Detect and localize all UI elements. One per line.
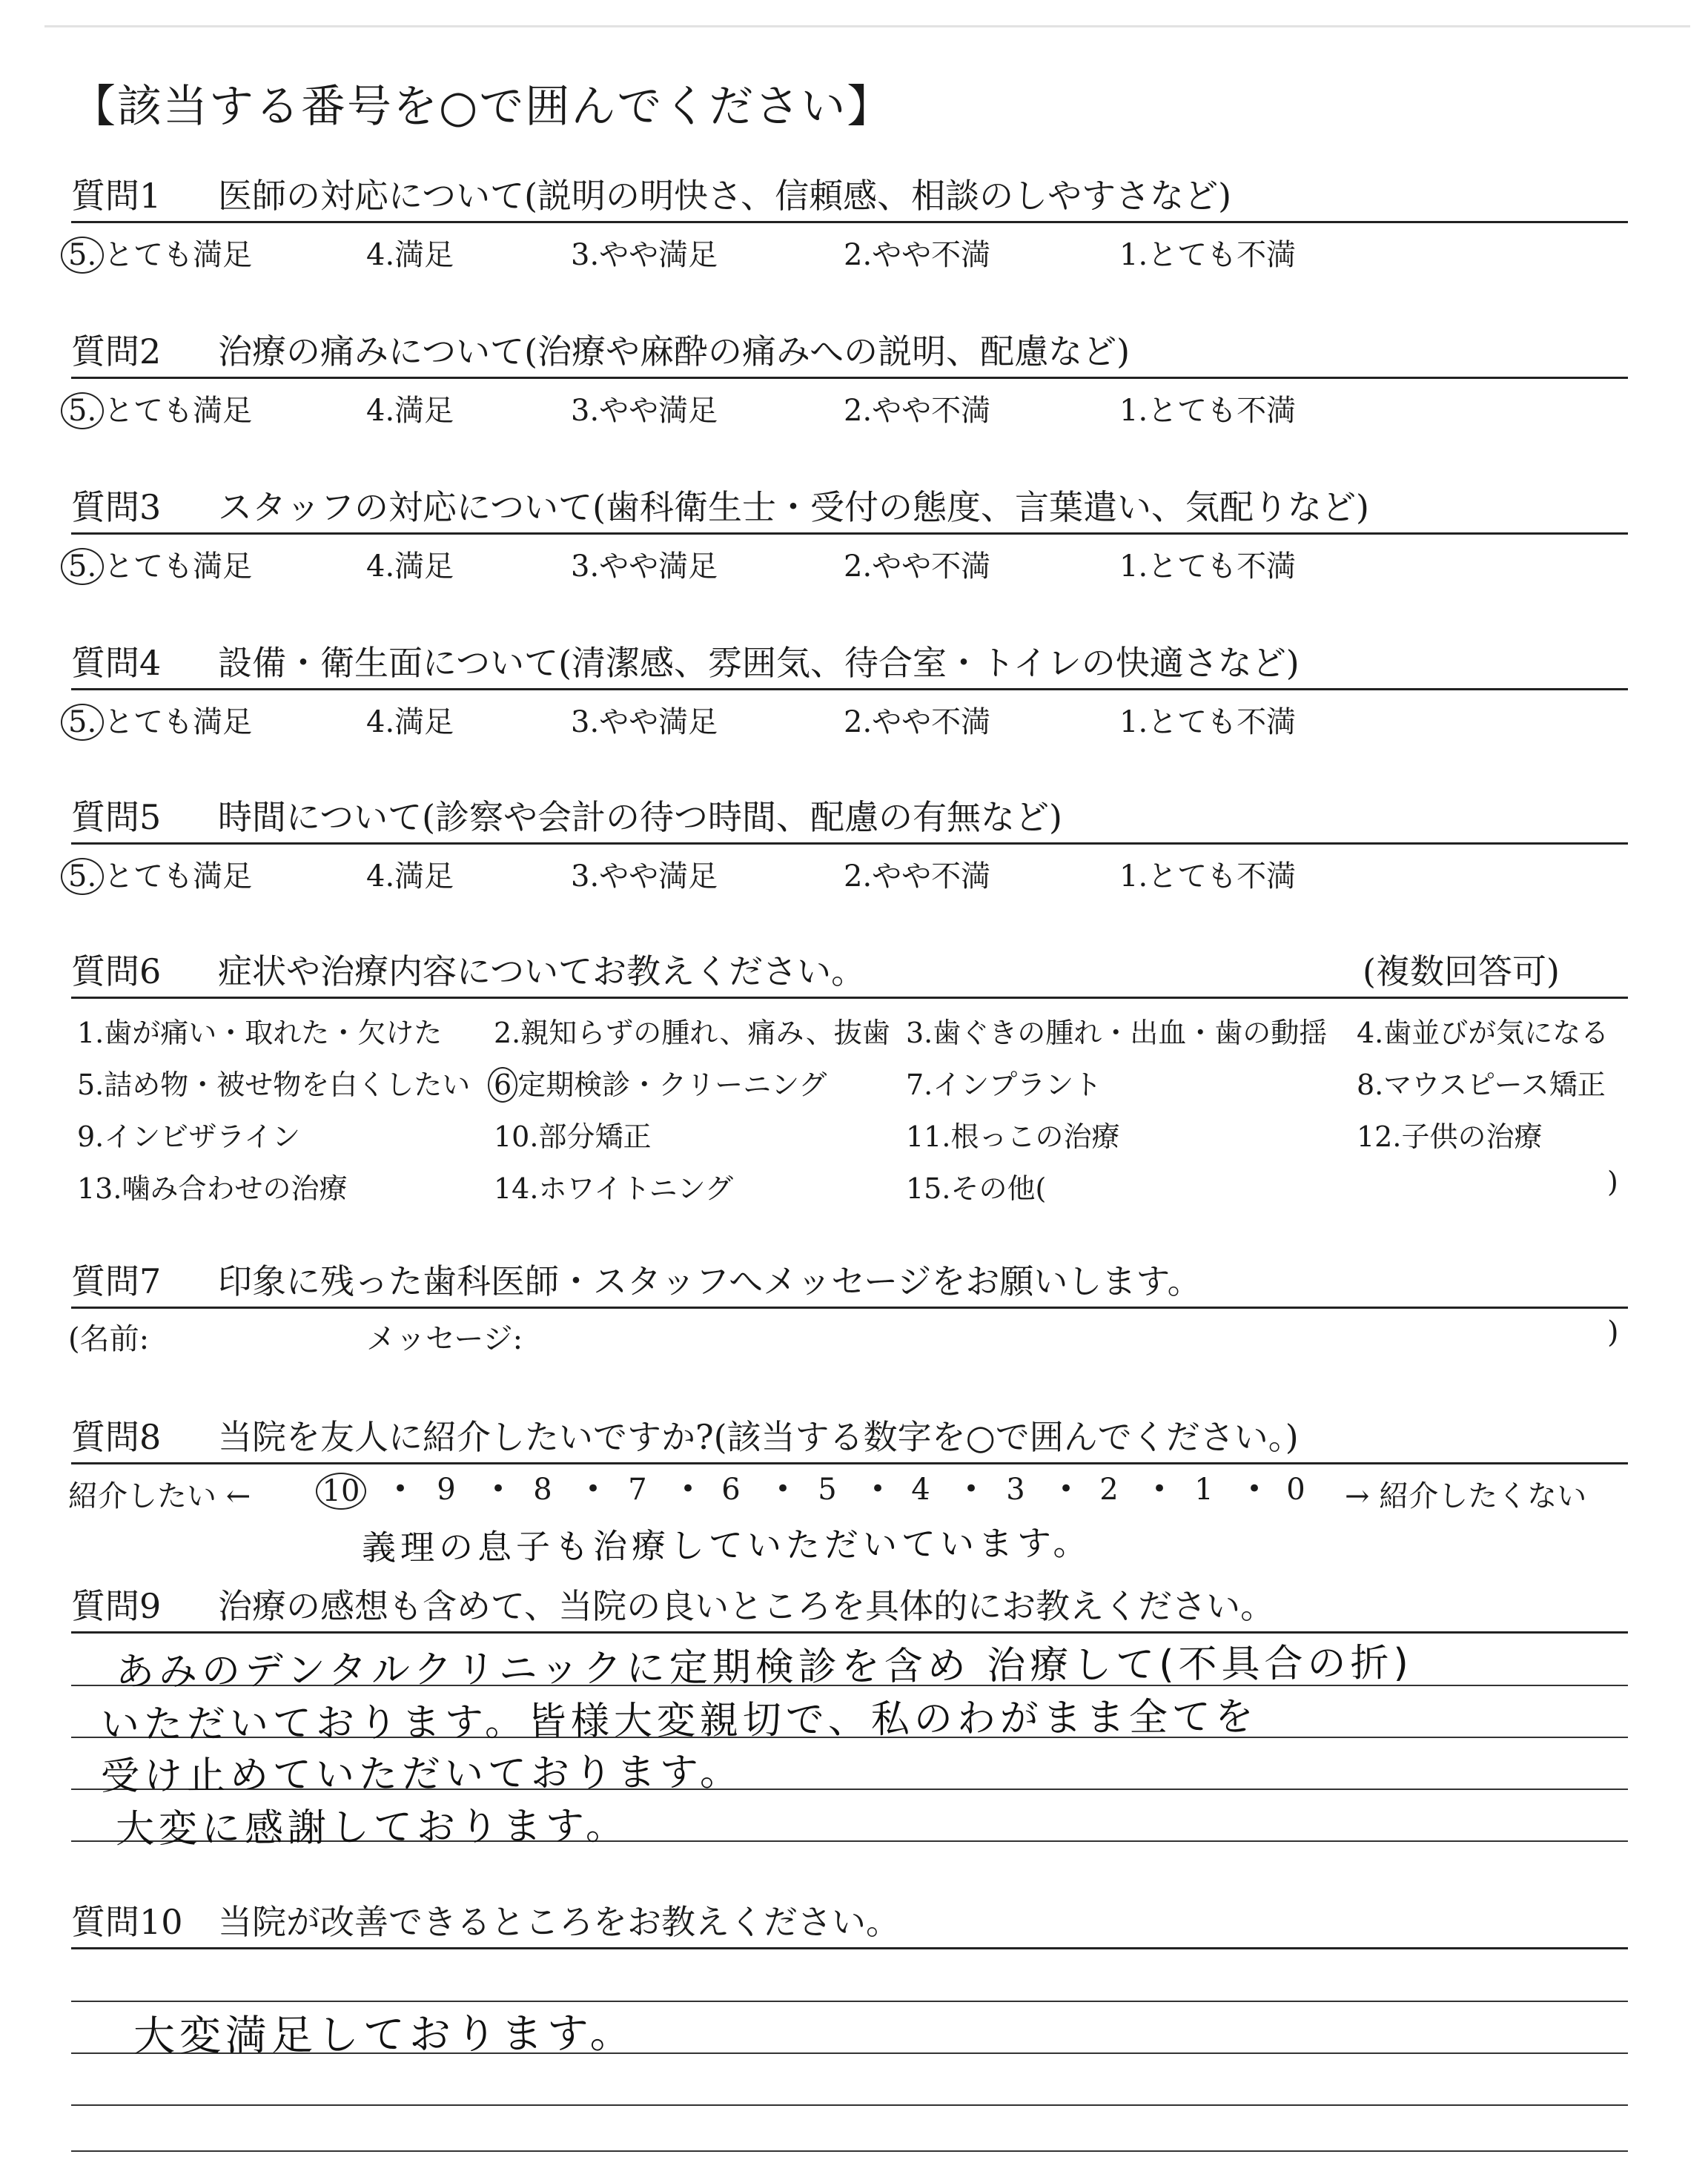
q8-scale-separator: • (1059, 1474, 1074, 1504)
q3-option-5[interactable]: 5. とても満足 (68, 543, 252, 585)
q8-scale-8[interactable]: 8 (533, 1473, 552, 1507)
q8-scale-7[interactable]: 7 (628, 1473, 647, 1507)
q8-scale-separator: • (393, 1474, 408, 1504)
q1-option-4[interactable]: 4.満足 (366, 238, 454, 272)
q9-handwritten-line-1: あみのデンタルクリニックに定期検診を含め 治療して(不具合の折) (115, 1640, 1414, 1695)
q1-option-3[interactable]: 3.やや満足 (571, 238, 718, 272)
question-1-number: 質問1 (71, 176, 162, 216)
q8-scale-4[interactable]: 4 (911, 1473, 930, 1507)
q8-scale-2[interactable]: 2 (1099, 1473, 1119, 1507)
page-heading: 【該当する番号を○で囲んでください】 (71, 81, 893, 133)
q5-option-1[interactable]: 1.とても不満 (1119, 859, 1297, 894)
q1-option-1[interactable]: 1.とても不満 (1119, 238, 1297, 272)
q2-option-3[interactable]: 3.やや満足 (571, 394, 718, 428)
question-4-rule (71, 688, 1628, 690)
question-6-text: 症状や治療内容についてお教えください。 (218, 951, 866, 991)
q9-handwritten-line-2: いただいております。皆様大変親切で、私のわがまま全てを (100, 1694, 1259, 1748)
question-1-rule (71, 221, 1628, 223)
q8-scale-3[interactable]: 3 (1006, 1473, 1025, 1507)
q6-option-15-close: ) (1607, 1166, 1618, 1198)
q5-option-4[interactable]: 4.満足 (366, 859, 454, 894)
q6-option-7[interactable]: 7.インプラント (906, 1069, 1102, 1101)
q7-close-paren: ) (1607, 1315, 1619, 1350)
question-4-title (71, 636, 1300, 685)
q7-message-label: メッセージ: (366, 1322, 523, 1356)
question-10-number: 質問10 (71, 1902, 183, 1942)
q5-option-2[interactable]: 2.やや不満 (844, 859, 991, 894)
q8-scale-0[interactable]: 0 (1286, 1473, 1305, 1507)
q6-option-9[interactable]: 9.インビザライン (77, 1120, 301, 1153)
q2-option-1[interactable]: 1.とても不満 (1119, 394, 1297, 428)
q3-option-4[interactable]: 4.満足 (366, 549, 454, 584)
q6-option-12[interactable]: 12.子供の治療 (1357, 1120, 1543, 1153)
question-2-text: 治療の痛みについて(治療や麻酔の痛みへの説明、配慮など) (218, 331, 1131, 371)
question-1-title (71, 169, 1231, 218)
question-3-number: 質問3 (71, 487, 162, 527)
q7-name-label: (名前: (68, 1322, 150, 1356)
q8-right-label: → 紹介したくない (1345, 1479, 1587, 1513)
q8-scale-separator: • (1247, 1474, 1262, 1504)
question-5-rule (71, 842, 1628, 845)
q6-option-3[interactable]: 3.歯ぐきの腫れ・出血・歯の動揺 (906, 1017, 1328, 1049)
q8-scale-9[interactable]: 9 (437, 1473, 456, 1507)
q8-handwritten-comment: 義理の息子も治療していただいています。 (361, 1522, 1092, 1568)
q9-handwritten-line-3: 受け止めていただいております。 (100, 1749, 744, 1800)
question-6-note: (複数回答可) (1363, 951, 1560, 991)
q6-option-11[interactable]: 11.根っこの治療 (906, 1120, 1120, 1153)
q8-scale-separator: • (491, 1474, 506, 1504)
q4-option-2[interactable]: 2.やや不満 (844, 705, 991, 739)
q1-option-5[interactable]: 5. とても満足 (68, 231, 252, 274)
question-4-text: 設備・衛生面について(清潔感、雰囲気、待合室・トイレの快適さなど) (218, 643, 1300, 683)
question-2-number: 質問2 (71, 331, 162, 371)
question-5-text: 時間について(診察や会計の待つ時間、配慮の有無など) (218, 797, 1062, 837)
question-8-title (71, 1410, 1299, 1459)
q6-option-14[interactable]: 14.ホワイトニング (494, 1172, 734, 1205)
q8-left-label: 紹介したい ← (68, 1479, 251, 1513)
q6-option-6[interactable]: 6 定期検診・クリーニング (494, 1062, 827, 1103)
question-7-text: 印象に残った歯科医師・スタッフへメッセージをお願いします。 (218, 1261, 1202, 1301)
q6-option-5[interactable]: 5.詰め物・被せ物を白くしたい (77, 1069, 471, 1101)
q5-option-3[interactable]: 3.やや満足 (571, 859, 718, 894)
question-6-rule (71, 997, 1628, 999)
q8-scale-separator: • (964, 1474, 979, 1504)
q8-scale-separator: • (775, 1474, 791, 1504)
q2-option-4[interactable]: 4.満足 (366, 394, 454, 428)
q10-handwritten-comment: 大変満足しております。 (133, 2009, 636, 2061)
question-7-rule (71, 1307, 1628, 1309)
question-6-title (71, 945, 865, 994)
q5-option-5[interactable]: 5. とても満足 (68, 853, 252, 895)
q4-option-5[interactable]: 5. とても満足 (68, 698, 252, 741)
question-4-number: 質問4 (71, 643, 162, 683)
q9-handwritten-line-4: 大変に感謝しております。 (115, 1803, 629, 1852)
q3-option-1[interactable]: 1.とても不満 (1119, 549, 1297, 584)
q10-writing-line (71, 2001, 1628, 2002)
q1-option-2[interactable]: 2.やや不満 (844, 238, 991, 272)
q8-scale-separator: • (870, 1474, 886, 1504)
q10-writing-line (71, 2104, 1628, 2106)
q6-option-4[interactable]: 4.歯並びが気になる (1357, 1017, 1609, 1049)
question-3-text: スタッフの対応について(歯科衛生士・受付の態度、言葉遣い、気配りなど) (218, 487, 1369, 527)
q6-option-15[interactable]: 15.その他( (906, 1172, 1047, 1205)
question-2-rule (71, 377, 1628, 379)
q4-option-3[interactable]: 3.やや満足 (571, 705, 718, 739)
q3-option-2[interactable]: 2.やや不満 (844, 549, 991, 584)
q8-scale-10[interactable]: 10 (316, 1473, 366, 1510)
question-9-text: 治療の感想も含めて、当院の良いところを具体的にお教えください。 (218, 1586, 1275, 1626)
q8-scale-separator: • (681, 1474, 696, 1504)
question-2-title (71, 325, 1130, 374)
question-6-number: 質問6 (71, 951, 162, 991)
q8-scale-5[interactable]: 5 (818, 1473, 837, 1507)
q6-option-1[interactable]: 1.歯が痛い・取れた・欠けた (77, 1017, 443, 1049)
question-9-title (71, 1579, 1274, 1628)
q6-option-2[interactable]: 2.親知らずの腫れ、痛み、抜歯 (494, 1017, 890, 1049)
q8-scale-6[interactable]: 6 (721, 1473, 741, 1507)
question-3-title (71, 480, 1369, 529)
q10-writing-line (71, 2150, 1628, 2152)
question-10-title (71, 1895, 900, 1944)
question-8-text: 当院を友人に紹介したいですか?(該当する数字を○で囲んでください。) (218, 1417, 1299, 1457)
question-8-rule (71, 1462, 1628, 1464)
question-1-text: 医師の対応について(説明の明快さ、信頼感、相談のしやすさなど) (218, 176, 1232, 216)
q4-option-4[interactable]: 4.満足 (366, 705, 454, 739)
page-top-border (44, 25, 1690, 27)
q8-scale-separator: • (586, 1474, 601, 1504)
q2-option-2[interactable]: 2.やや不満 (844, 394, 991, 428)
q8-scale-separator: • (1152, 1474, 1168, 1504)
question-8-number: 質問8 (71, 1417, 162, 1457)
q6-option-13[interactable]: 13.噛み合わせの治療 (77, 1172, 348, 1205)
q4-option-1[interactable]: 1.とても不満 (1119, 705, 1297, 739)
question-5-title (71, 790, 1062, 839)
q8-scale-1[interactable]: 1 (1194, 1473, 1214, 1507)
question-7-title (71, 1255, 1202, 1304)
question-3-rule (71, 532, 1628, 535)
question-5-number: 質問5 (71, 797, 162, 837)
question-10-text: 当院が改善できるところをお教えください。 (218, 1902, 900, 1942)
q3-option-3[interactable]: 3.やや満足 (571, 549, 718, 584)
q6-option-8[interactable]: 8.マウスピース矯正 (1357, 1069, 1606, 1101)
q6-option-10[interactable]: 10.部分矯正 (494, 1120, 652, 1153)
question-7-number: 質問7 (71, 1261, 162, 1301)
q2-option-5[interactable]: 5. とても満足 (68, 387, 252, 429)
question-9-number: 質問9 (71, 1586, 162, 1626)
question-10-rule (71, 1947, 1628, 1949)
